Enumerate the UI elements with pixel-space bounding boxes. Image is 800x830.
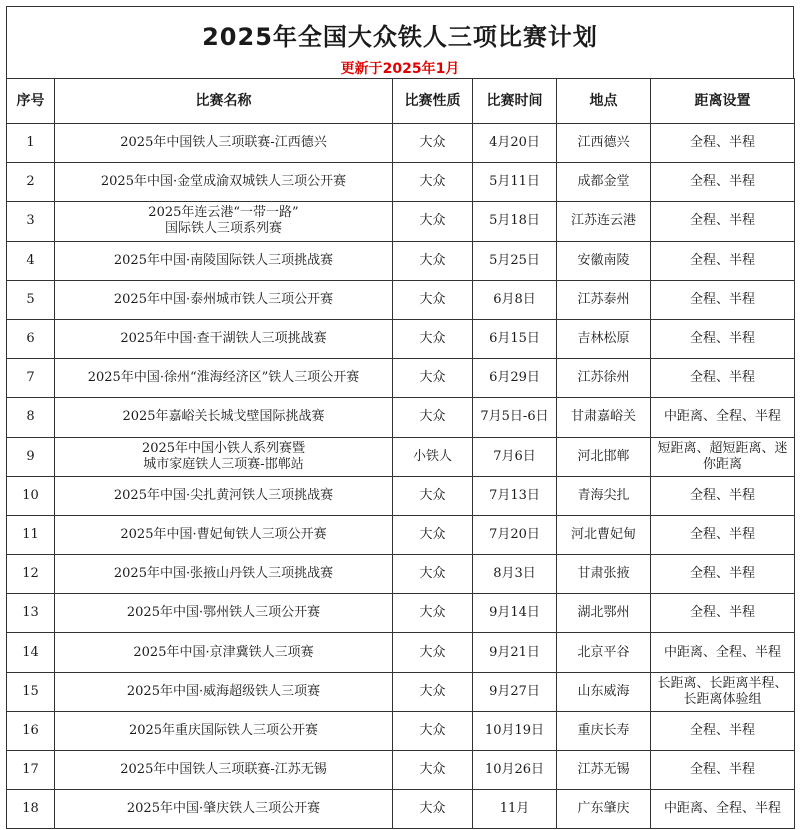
title-block [6,6,794,78]
cell-number: 10 [7,476,55,515]
table-row [7,280,795,319]
cell-number: 13 [7,594,55,633]
header-row [7,79,795,124]
cell-location: 重庆长寿 [557,711,651,750]
cell-event-name: 2025年中国·泰州城市铁人三项公开赛 [55,280,393,319]
cell-location: 河北邯郸 [557,437,651,476]
cell-event-type: 大众 [393,711,473,750]
cell-distance: 全程、半程 [651,241,795,280]
cell-number: 5 [7,280,55,319]
table-row [7,359,795,398]
cell-event-date: 10月19日 [473,711,557,750]
cell-distance: 全程、半程 [651,515,795,554]
col-header-number: 序号 [7,79,55,124]
cell-location: 北京平谷 [557,633,651,672]
cell-event-type: 大众 [393,790,473,829]
table-row [7,633,795,672]
table-row [7,398,795,437]
schedule-table [6,78,795,829]
cell-event-date: 6月8日 [473,280,557,319]
cell-number: 11 [7,515,55,554]
cell-distance: 中距离、全程、半程 [651,790,795,829]
cell-event-name: 2025年中国·张掖山丹铁人三项挑战赛 [55,555,393,594]
cell-location: 甘肃嘉峪关 [557,398,651,437]
cell-event-name: 2025年中国铁人三项联赛-江苏无锡 [55,751,393,790]
cell-location: 成都金堂 [557,163,651,202]
cell-number: 9 [7,437,55,476]
cell-event-date: 7月20日 [473,515,557,554]
cell-number: 3 [7,202,55,241]
cell-event-name: 2025年中国小铁人系列赛暨 城市家庭铁人三项赛-邯郸站 [55,437,393,476]
cell-event-date: 6月29日 [473,359,557,398]
cell-location: 山东威海 [557,672,651,711]
cell-location: 江苏无锡 [557,751,651,790]
table-row [7,319,795,358]
cell-event-date: 11月 [473,790,557,829]
cell-location: 青海尖扎 [557,476,651,515]
cell-event-date: 8月3日 [473,555,557,594]
cell-location: 江苏徐州 [557,359,651,398]
cell-event-type: 大众 [393,672,473,711]
cell-event-type: 大众 [393,124,473,163]
cell-event-name: 2025年中国·京津冀铁人三项赛 [55,633,393,672]
table-row [7,476,795,515]
cell-location: 广东肇庆 [557,790,651,829]
cell-number: 8 [7,398,55,437]
cell-event-type: 大众 [393,202,473,241]
cell-number: 4 [7,241,55,280]
cell-event-date: 7月6日 [473,437,557,476]
cell-number: 1 [7,124,55,163]
cell-distance: 长距离、长距离半程、长距离体验组 [651,672,795,711]
cell-event-name: 2025年重庆国际铁人三项公开赛 [55,711,393,750]
table-row [7,202,795,241]
cell-event-type: 大众 [393,594,473,633]
cell-location: 江苏泰州 [557,280,651,319]
cell-distance: 全程、半程 [651,555,795,594]
cell-number: 6 [7,319,55,358]
cell-number: 15 [7,672,55,711]
cell-distance: 全程、半程 [651,594,795,633]
cell-number: 7 [7,359,55,398]
table-row [7,124,795,163]
cell-event-type: 大众 [393,319,473,358]
cell-location: 安徽南陵 [557,241,651,280]
cell-event-name: 2025年中国·徐州“淮海经济区”铁人三项公开赛 [55,359,393,398]
col-header-name: 比赛名称 [55,79,393,124]
cell-event-type: 大众 [393,476,473,515]
cell-event-type: 大众 [393,555,473,594]
cell-event-date: 6月15日 [473,319,557,358]
cell-event-date: 9月27日 [473,672,557,711]
table-row [7,555,795,594]
cell-location: 河北曹妃甸 [557,515,651,554]
cell-number: 14 [7,633,55,672]
table-row [7,594,795,633]
cell-distance: 中距离、全程、半程 [651,398,795,437]
cell-number: 16 [7,711,55,750]
cell-event-type: 大众 [393,633,473,672]
cell-location: 湖北鄂州 [557,594,651,633]
cell-event-date: 7月5日-6日 [473,398,557,437]
cell-event-name: 2025年中国·金堂成渝双城铁人三项公开赛 [55,163,393,202]
cell-event-name: 2025年中国·南陵国际铁人三项挑战赛 [55,241,393,280]
cell-event-type: 大众 [393,280,473,319]
cell-distance: 全程、半程 [651,751,795,790]
cell-event-date: 5月18日 [473,202,557,241]
cell-event-name: 2025年中国铁人三项联赛-江西德兴 [55,124,393,163]
cell-distance: 全程、半程 [651,280,795,319]
table-row [7,790,795,829]
cell-event-type: 大众 [393,515,473,554]
cell-event-date: 5月11日 [473,163,557,202]
col-header-date: 比赛时间 [473,79,557,124]
cell-event-type: 大众 [393,241,473,280]
cell-location: 江西德兴 [557,124,651,163]
cell-number: 18 [7,790,55,829]
cell-number: 12 [7,555,55,594]
table-row [7,711,795,750]
cell-event-date: 9月14日 [473,594,557,633]
cell-number: 2 [7,163,55,202]
cell-event-name: 2025年中国·肇庆铁人三项公开赛 [55,790,393,829]
cell-event-type: 小铁人 [393,437,473,476]
table-row [7,751,795,790]
cell-event-name: 2025年中国·尖扎黄河铁人三项挑战赛 [55,476,393,515]
cell-distance: 中距离、全程、半程 [651,633,795,672]
col-header-distance: 距离设置 [651,79,795,124]
cell-event-type: 大众 [393,163,473,202]
cell-event-date: 4月20日 [473,124,557,163]
cell-event-name: 2025年连云港“一带一路” 国际铁人三项系列赛 [55,202,393,241]
table-row [7,515,795,554]
col-header-location: 地点 [557,79,651,124]
table-row [7,437,795,476]
cell-event-type: 大众 [393,359,473,398]
cell-event-name: 2025年嘉峪关长城戈壁国际挑战赛 [55,398,393,437]
update-note: 更新于2025年1月 [340,61,460,77]
cell-number: 17 [7,751,55,790]
cell-distance: 短距离、超短距离、迷你距离 [651,437,795,476]
cell-event-name: 2025年中国·鄂州铁人三项公开赛 [55,594,393,633]
cell-event-date: 9月21日 [473,633,557,672]
col-header-type: 比赛性质 [393,79,473,124]
cell-distance: 全程、半程 [651,476,795,515]
table-body [7,124,795,829]
cell-distance: 全程、半程 [651,711,795,750]
cell-event-name: 2025年中国·查干湖铁人三项挑战赛 [55,319,393,358]
cell-distance: 全程、半程 [651,124,795,163]
cell-distance: 全程、半程 [651,163,795,202]
cell-event-date: 7月13日 [473,476,557,515]
cell-event-type: 大众 [393,398,473,437]
page-title: 2025年全国大众铁人三项比赛计划 [202,23,598,51]
cell-location: 江苏连云港 [557,202,651,241]
cell-location: 甘肃张掖 [557,555,651,594]
table-row [7,163,795,202]
cell-location: 吉林松原 [557,319,651,358]
cell-distance: 全程、半程 [651,202,795,241]
cell-distance: 全程、半程 [651,319,795,358]
table-row [7,241,795,280]
cell-distance: 全程、半程 [651,359,795,398]
cell-event-name: 2025年中国·曹妃甸铁人三项公开赛 [55,515,393,554]
table-row [7,672,795,711]
cell-event-type: 大众 [393,751,473,790]
cell-event-date: 5月25日 [473,241,557,280]
cell-event-date: 10月26日 [473,751,557,790]
cell-event-name: 2025年中国·威海超级铁人三项赛 [55,672,393,711]
